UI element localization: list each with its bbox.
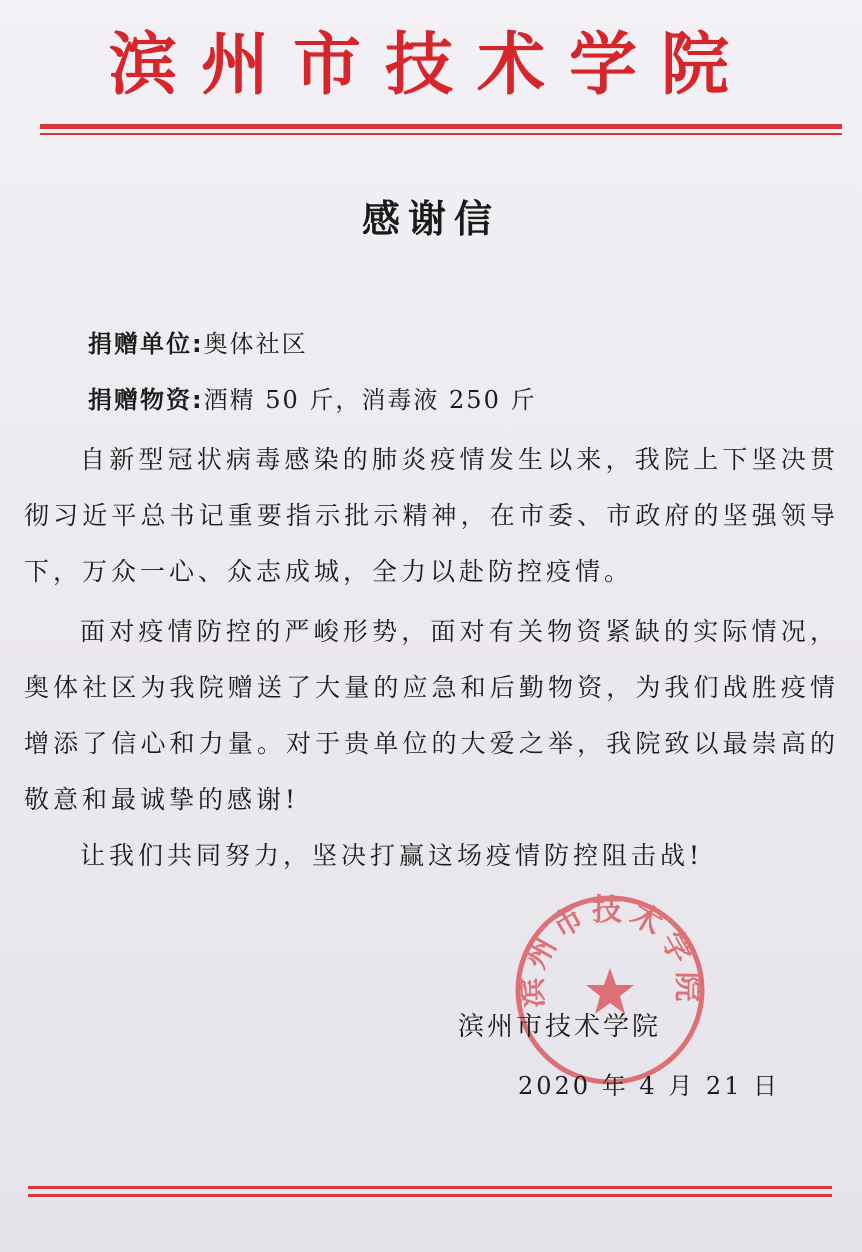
letterhead-rule-thick xyxy=(40,124,842,129)
letterhead-rule-thin xyxy=(40,133,842,135)
materials-field xyxy=(88,380,536,415)
donor-label: 捐赠单位: xyxy=(88,330,204,358)
seal-text: 滨州市技术学院 xyxy=(514,893,706,1009)
signature-date: 2020 年 4 月 21 日 xyxy=(518,1072,781,1100)
body-paragraph-3: 让我们共同努力，坚决打赢这场疫情防控阻击战! xyxy=(80,841,704,870)
footer-rule-top xyxy=(28,1186,832,1189)
signature-organization: 滨州市技术学院 xyxy=(458,1012,662,1042)
letterhead: 滨州市技术学院 xyxy=(108,25,753,105)
body-paragraph-2: 面对疫情防控的严峻形势，面对有关物资紧缺的实际情况，奥体社区为我院赠送了大量的应急和后勤物资，为我们战胜疫情增添了信心和力量。对于贵单位的大爱之举，我院致以最崇高的敬意和最诚挚的感谢! xyxy=(24,617,839,814)
document-title: 感谢信 xyxy=(361,197,500,241)
materials-label: 捐赠物资: xyxy=(88,386,204,414)
donor-value: 奥体社区 xyxy=(203,330,308,358)
official-seal xyxy=(510,890,710,1090)
donor-field xyxy=(88,324,308,359)
body-paragraph-1: 自新型冠状病毒感染的肺炎疫情发生以来，我院上下坚决贯彻习近平总书记重要指示批示精神，在市委、市政府的坚强领导下，万众一心、众志成城，全力以赴防控疫情。 xyxy=(24,445,839,586)
footer-rule-bottom xyxy=(28,1194,832,1197)
materials-value: 酒精 50 斤，消毒液 250 斤 xyxy=(203,386,537,414)
